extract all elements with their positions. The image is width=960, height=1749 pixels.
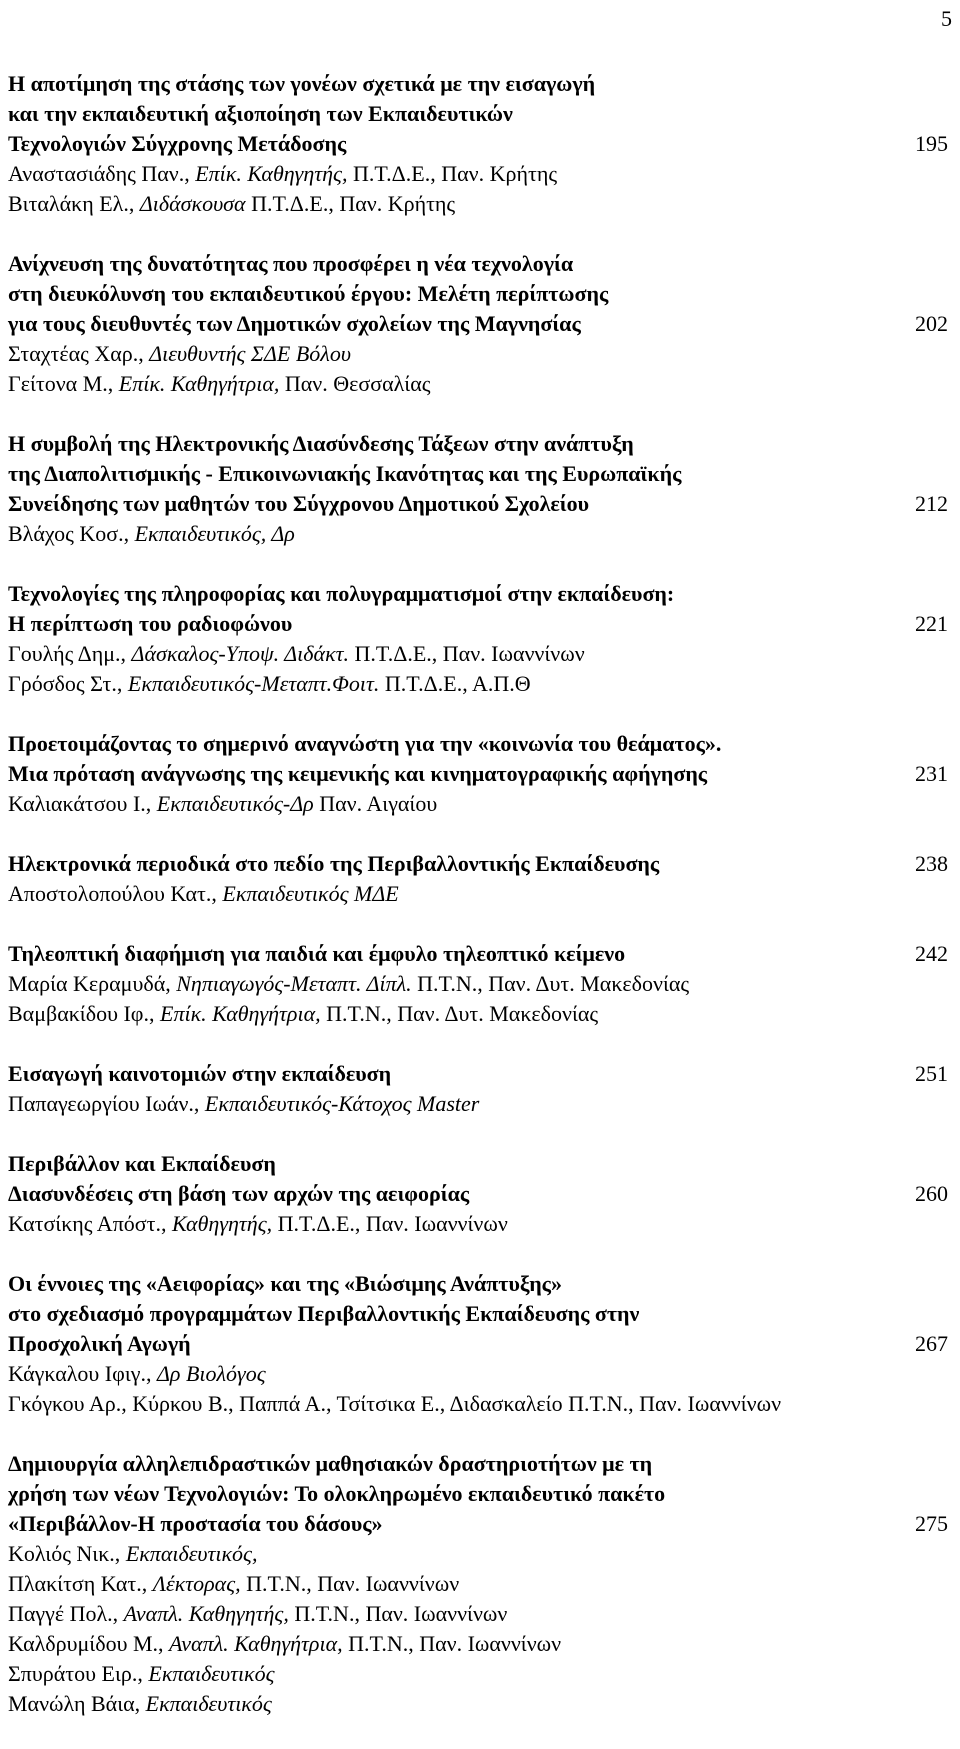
author-line: [8, 1689, 948, 1719]
author-affil: Π.Τ.Δ.Ε., Παν. Κρήτης: [347, 161, 558, 186]
title-line: Τηλεοπτική διαφήμιση για παιδιά και έμφυλο τηλεοπτικό κείμενο: [8, 941, 626, 966]
title-line: «Περιβάλλον-Η προστασία του δάσους»: [8, 1511, 383, 1536]
title-line: Η περίπτωση του ραδιοφώνου: [8, 611, 293, 636]
entry-title: [8, 1149, 948, 1209]
author-name: Πλακίτση Κατ.,: [8, 1571, 153, 1596]
author-role: Εκπαιδευτικός-Κάτοχος Master: [204, 1091, 480, 1116]
author-name: Βιταλάκη Ελ.,: [8, 191, 140, 216]
author-name: Βαμβακίδου Ιφ.,: [8, 1001, 161, 1026]
author-line: [8, 1599, 948, 1629]
entry-title: [8, 249, 948, 339]
author-name: Κατσίκης Απόστ.,: [8, 1211, 173, 1236]
author-name: Μαρία Κεραμυδά,: [8, 971, 177, 996]
author-line: [8, 1539, 948, 1569]
page-reference: 251: [915, 1061, 948, 1086]
author-affil: Π.Τ.Ν., Παν. Ιωαννίνων: [288, 1601, 508, 1626]
page-reference: 221: [915, 611, 948, 636]
title-line: Συνείδησης των μαθητών του Σύγχρονου Δημοτικού Σχολείου: [8, 491, 590, 516]
page-reference: 202: [915, 311, 948, 336]
author-role: Λέκτορας,: [152, 1571, 241, 1596]
author-line: [8, 999, 948, 1029]
title-line: Η αποτίμηση της στάσης των γονέων σχετικά με την εισαγωγή: [8, 71, 596, 96]
author-affil: Παν. Θεσσαλίας: [284, 371, 431, 396]
author-line: [8, 159, 948, 189]
author-line: [8, 1389, 948, 1419]
author-line: [8, 519, 948, 549]
author-name: Σπυράτου Ειρ.,: [8, 1661, 149, 1686]
page-reference: 242: [915, 941, 948, 966]
toc-entry: [8, 579, 948, 699]
entry-title: [8, 579, 948, 639]
author-role: Δάσκαλος-Υποψ. Διδάκτ.: [131, 641, 350, 666]
author-line: [8, 969, 948, 999]
author-name: Μανώλη Βάια,: [8, 1691, 146, 1716]
author-name: Παγγέ Πολ.,: [8, 1601, 124, 1626]
page-reference: 275: [915, 1511, 948, 1536]
title-line: Οι έννοιες της «Αειφορίας» και της «Βιώσιμης Ανάπτυξης»: [8, 1271, 562, 1296]
toc-entry: [8, 429, 948, 549]
table-of-contents: [8, 69, 948, 1749]
author-line: [8, 1089, 948, 1119]
author-role: Νηπιαγωγός-Μεταπτ. Δίπλ.: [176, 971, 412, 996]
author-line: [8, 1659, 948, 1689]
title-line: για τους διευθυντές των Δημοτικών σχολείων της Μαγνησίας: [8, 311, 581, 336]
page-reference: 260: [915, 1181, 948, 1206]
toc-entry: [8, 1449, 948, 1719]
title-line: Δημιουργία αλληλεπιδραστικών μαθησιακών δραστηριοτήτων με τη: [8, 1451, 653, 1476]
author-affil: Π.Τ.Δ.Ε., Παν. Κρήτης: [245, 191, 456, 216]
title-line: Προετοιμάζοντας το σημερινό αναγνώστη για την «κοινωνία του θεάματος».: [8, 731, 722, 756]
author-name: Καλδρυμίδου Μ.,: [8, 1631, 170, 1656]
title-line: Τεχνολογιών Σύγχρονης Μετάδοσης: [8, 131, 347, 156]
author-affil: Παν. Αιγαίου: [313, 791, 438, 816]
author-line: [8, 1629, 948, 1659]
author-role: Διευθυντής ΣΔΕ Βόλου: [149, 341, 351, 366]
author-affil: Π.Τ.Δ.Ε., Παν. Ιωαννίνων: [349, 641, 585, 666]
author-role: Διδάσκουσα: [139, 191, 246, 216]
toc-entry: [8, 729, 948, 819]
author-affil: Π.Τ.Ν., Παν. Δυτ. Μακεδονίας: [320, 1001, 599, 1026]
entry-title: [8, 429, 948, 519]
toc-entry: [8, 1269, 948, 1419]
entry-title: [8, 1059, 948, 1089]
title-line: Μια πρόταση ανάγνωσης της κειμενικής και κινηματογραφικής αφήγησης: [8, 761, 708, 786]
page-reference: 212: [915, 491, 948, 516]
author-line: [8, 639, 948, 669]
author-name: Παπαγεωργίου Ιωάν.,: [8, 1091, 205, 1116]
title-line: Ηλεκτρονικά περιοδικά στο πεδίο της Περιβαλλοντικής Εκπαίδευσης: [8, 851, 660, 876]
author-role: Αναπλ. Καθηγήτρια,: [169, 1631, 343, 1656]
author-role: Εκπαιδευτικός ΜΔΕ: [222, 881, 399, 906]
entry-title: [8, 939, 948, 969]
page-reference: 267: [915, 1331, 948, 1356]
author-name: Βλάχος Κοσ.,: [8, 521, 135, 546]
author-role: Εκπαιδευτικός-Δρ: [156, 791, 314, 816]
title-line: Εισαγωγή καινοτομιών στην εκπαίδευση: [8, 1061, 392, 1086]
title-line: Περιβάλλον και Εκπαίδευση: [8, 1151, 276, 1176]
toc-entry: [8, 1059, 948, 1119]
author-role: Αναπλ. Καθηγητής,: [123, 1601, 289, 1626]
page-reference: 231: [915, 761, 948, 786]
title-line: Τεχνολογίες της πληροφορίας και πολυγραμματισμοί στην εκπαίδευση:: [8, 581, 675, 606]
page-reference: 238: [915, 851, 948, 876]
author-name: Γρόσδος Στ.,: [8, 671, 128, 696]
author-line: [8, 189, 948, 219]
author-role: Εκπαιδευτικός-Μεταπτ.Φοιτ.: [127, 671, 380, 696]
entry-title: [8, 729, 948, 789]
title-line: στο σχεδιασμό προγραμμάτων Περιβαλλοντικής Εκπαίδευσης στην: [8, 1301, 640, 1326]
title-line: Η συμβολή της Ηλεκτρονικής Διασύνδεσης Τάξεων στην ανάπτυξη: [8, 431, 634, 456]
author-name: Σταχτέας Χαρ.,: [8, 341, 150, 366]
author-name: Κολιός Νικ.,: [8, 1541, 126, 1566]
toc-entry: [8, 249, 948, 399]
author-role: Καθηγητής,: [172, 1211, 273, 1236]
title-line: και την εκπαιδευτική αξιοποίηση των Εκπαιδευτικών: [8, 101, 513, 126]
author-name: Καλιακάτσου Ι.,: [8, 791, 157, 816]
entry-title: [8, 1449, 948, 1539]
author-role: Επίκ. Καθηγήτρια,: [118, 371, 285, 396]
author-line: [8, 1209, 948, 1239]
author-role: Επίκ. Καθηγητής,: [195, 161, 348, 186]
entry-title: [8, 849, 948, 879]
title-line: Ανίχνευση της δυνατότητας που προσφέρει η νέα τεχνολογία: [8, 251, 574, 276]
author-name: Κάγκαλου Ιφιγ.,: [8, 1361, 157, 1386]
author-line: [8, 339, 948, 369]
author-role: Εκπαιδευτικός, Δρ: [134, 521, 295, 546]
entry-title: [8, 69, 948, 159]
author-line: [8, 1359, 948, 1389]
author-name: Αναστασιάδης Παν.,: [8, 161, 196, 186]
author-name: Γουλής Δημ.,: [8, 641, 132, 666]
author-name: Αποστολοπούλου Κατ.,: [8, 881, 223, 906]
author-affil: Π.Τ.Δ.Ε., Παν. Ιωαννίνων: [272, 1211, 508, 1236]
author-name: Γείτονα Μ.,: [8, 371, 119, 396]
title-line: στη διευκόλυνση του εκπαιδευτικού έργου: Μελέτη περίπτωσης: [8, 281, 609, 306]
title-line: Προσχολική Αγωγή: [8, 1331, 191, 1356]
title-line: χρήση των νέων Τεχνολογιών: Το ολοκληρωμένο εκπαιδευτικό πακέτο: [8, 1481, 666, 1506]
author-line: [8, 1569, 948, 1599]
toc-entry: [8, 1149, 948, 1239]
author-affil: Π.Τ.Δ.Ε., Α.Π.Θ: [379, 671, 531, 696]
author-line: [8, 669, 948, 699]
page-reference: 195: [915, 131, 948, 156]
author-role: Εκπαιδευτικός: [145, 1691, 272, 1716]
author-line: [8, 879, 948, 909]
page-number: 5: [941, 6, 952, 31]
author-role: Εκπαιδευτικός,: [125, 1541, 258, 1566]
author-line: [8, 369, 948, 399]
toc-entry: [8, 849, 948, 909]
title-line: Διασυνδέσεις στη βάση των αρχών της αειφορίας: [8, 1181, 470, 1206]
title-line: της Διαπολιτισμικής - Επικοινωνιακής Ικανότητας και της Ευρωπαϊκής: [8, 461, 682, 486]
author-role: Επίκ. Καθηγήτρια,: [160, 1001, 321, 1026]
author-affil: Π.Τ.Ν., Παν. Ιωαννίνων: [342, 1631, 562, 1656]
author-line: [8, 789, 948, 819]
author-name: Γκόγκου Αρ., Κύρκου Β., Παππά Α., Τσίτσικα Ε., Διδασκαλείο Π.Τ.Ν., Παν. Ιωαννίνων: [8, 1391, 782, 1416]
author-role: Δρ Βιολόγος: [156, 1361, 266, 1386]
author-role: Εκπαιδευτικός: [148, 1661, 275, 1686]
author-affil: Π.Τ.Ν., Παν. Ιωαννίνων: [240, 1571, 460, 1596]
entry-title: [8, 1269, 948, 1359]
toc-entry: [8, 939, 948, 1029]
toc-entry: [8, 69, 948, 219]
author-affil: Π.Τ.Ν., Παν. Δυτ. Μακεδονίας: [411, 971, 690, 996]
